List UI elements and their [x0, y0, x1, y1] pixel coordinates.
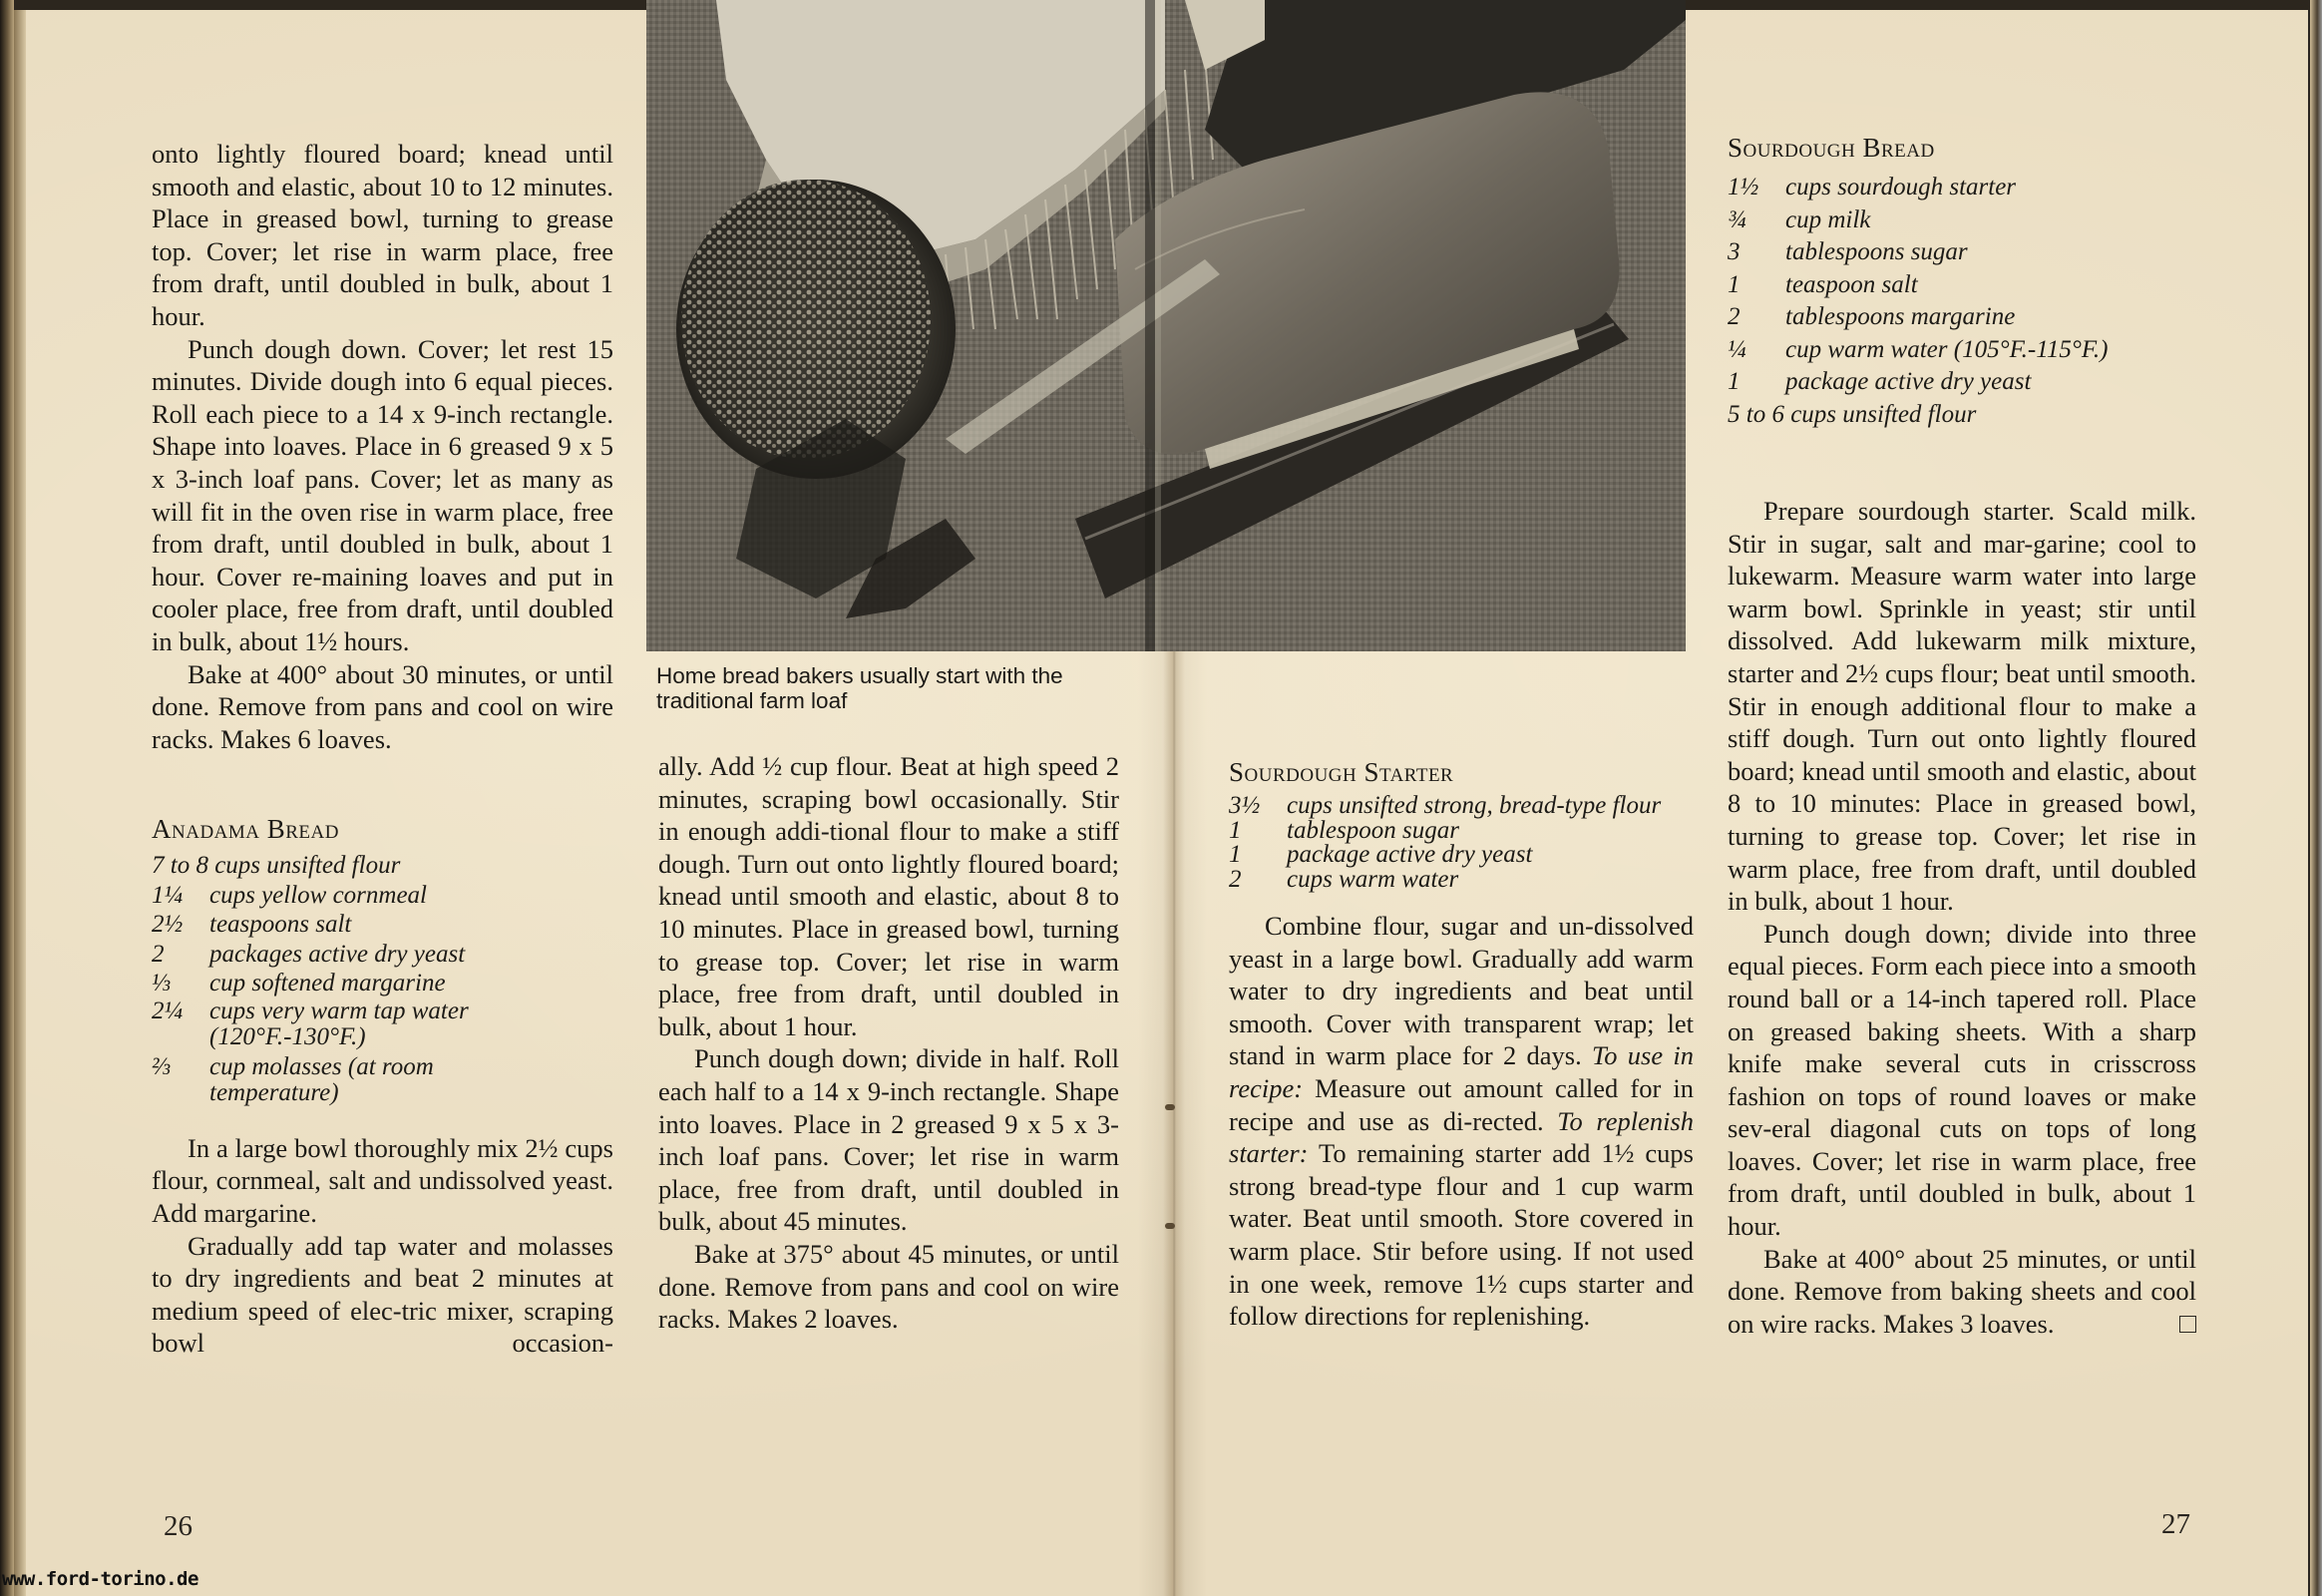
- staple-icon: [1165, 1223, 1175, 1229]
- watermark: www.ford-torino.de: [2, 1568, 198, 1590]
- photo-caption: Home bread bakers usually start with the traditional farm loaf: [656, 663, 1063, 713]
- starter-directions-part-1: Combine flour, sugar and un-dissolved yeast in a large bowl. Gradually add warm water to dry ingredients and beat until smooth. Cover with transparent wrap; let stand in warm place for 2 days.: [1229, 911, 1694, 1071]
- ingredient-item: 5 to 6 cups unsifted flour: [1728, 400, 1977, 428]
- ingredient-item: 1¼ cups yellow cornmeal: [152, 881, 428, 909]
- paragraph: [1728, 1243, 2196, 1341]
- paragraph: Punch dough down; divide in half. Roll each half to a 14 x 9-inch rectangle. Shape into loaves. Place in 2 greased 9 x 5 x 3-inch loaf pans. Cover; let rise in warm place, free from draft, until doubled in bulk, about 45 minutes.: [658, 1043, 1119, 1237]
- starter-directions-part-3: To remaining starter add 1½ cups strong bread-type flour and 1 cup warm water. Beat until smooth. Store covered in warm place. Stir before using. If not used in one week, remove 1½ cups starter and follow directions for replenishing.: [1229, 1138, 1694, 1332]
- square-end-mark-icon: [2179, 1316, 2196, 1333]
- ingredient-item: 1 teaspoon salt: [1728, 270, 1918, 298]
- paragraph: Bake at 400° about 30 minutes, or until done. Remove from pans and cool on wire racks. Makes 6 loaves.: [152, 658, 613, 754]
- book-cover-edge-right: [2310, 0, 2322, 1596]
- page-stack-edge-left: [14, 10, 26, 1596]
- paragraph: Gradually add tap water and molasses to dry ingredients and beat 2 minutes at medium speed of elec-tric mixer, scraping bowl occasion-: [152, 1230, 613, 1359]
- left-page-column-2: [658, 750, 1119, 1336]
- ingredient-item: 2¼ cups very warm tap water (120°F.-130°F.): [152, 997, 469, 1050]
- ingredient-item: 1 tablespoon sugar: [1229, 816, 1459, 844]
- left-page-column-1: [152, 138, 613, 1360]
- paragraph: ally. Add ½ cup flour. Beat at high speed 2 minutes, scraping bowl occasionally. Stir in enough addi-tional flour to make a stiff dough. Turn out onto lightly floured board; knead until smooth and elastic, about 8 to 10 minutes. Place in greased bowl, turning to grease top. Cover; let rise in warm place, free from draft, until doubled in bulk, about 1 hour.: [658, 751, 1119, 1041]
- ingredient-item: 2 packages active dry yeast: [152, 940, 466, 968]
- paragraph: Punch dough down. Cover; let rest 15 minutes. Divide dough into 6 equal pieces. Roll each piece to a 14 x 9-inch rectangle. Shape into loaves. Place in 6 greased 9 x 5 x 3-inch loaf pans. Cover; let as many as will fit in the oven rise in warm place, free from draft, until doubled in bulk, about 1 hour. Cover re-maining loaves and put in cooler place, free from draft, until doubled in bulk, about 1½ hours.: [152, 333, 613, 656]
- right-page-column-1: [1229, 756, 1694, 1333]
- ingredient-list: [1229, 794, 1694, 892]
- recipe-title-anadama-bread: Anadama Bread: [152, 814, 339, 845]
- recipe-title-sourdough-bread: Sourdough Bread: [1728, 133, 1935, 163]
- paragraph: Prepare sourdough starter. Scald milk. Stir in sugar, salt and mar-garine; cool to lukewarm. Measure warm water into large warm bowl. Sprinkle in yeast; stir until dissolved. Add lukewarm milk mixture, starter and 2½ cups flour; beat until smooth. Stir in enough additional flour to make a stiff dough. Turn out onto lightly floured board; knead until smooth and elastic, about 8 to 10 minutes: Place in greased bowl, turning to grease top. Cover; let rise in warm place, free from draft, until doubled in bulk, about 1 hour.: [1728, 496, 2196, 917]
- ingredient-item: 3½ cups unsifted strong, bread-type flour: [1229, 792, 1662, 819]
- page-number-right: 27: [2161, 1508, 2190, 1540]
- ingredient-item: 1½ cups sourdough starter: [1728, 174, 2017, 200]
- ingredient-item: ⅓ cup softened margarine: [152, 970, 446, 998]
- paragraph: Punch dough down; divide into three equal pieces. Form each piece into a smooth round ball or a 14-inch tapered roll. Place on greased baking sheets. With a sharp knife make several cuts in crisscross fashion on tops of round loaves or make sev-eral diagonal cuts on tops of long loaves. Cover; let rise in warm place, free from draft, until doubled in bulk, about 1 hour.: [1728, 918, 2196, 1242]
- ingredient-item: 7 to 8 cups unsifted flour: [152, 852, 401, 880]
- paragraph: Bake at 375° about 45 minutes, or until done. Remove from pans and cool on wire racks. Makes 2 loaves.: [658, 1238, 1119, 1335]
- paragraph: onto lightly floured board; knead until smooth and elastic, about 10 to 12 minutes. Place in greased bowl, turning to grease top. Cover; let rise in warm place, free from draft, until doubled in bulk, about 1 hour.: [152, 139, 613, 331]
- use-in-recipe-label: To use in recipe:: [1229, 1040, 1695, 1103]
- recipe-title-sourdough-starter: Sourdough Starter: [1229, 757, 1454, 787]
- ingredient-list: [1728, 172, 2196, 431]
- ingredient-item: ⅔ cup molasses (at room temperature): [152, 1052, 434, 1106]
- replenish-starter-label: To replenish starter:: [1229, 1105, 1695, 1169]
- ingredient-item: 2 cups warm water: [1229, 865, 1459, 893]
- bread-photo: [646, 0, 1686, 651]
- ingredient-item: ¼ cup warm water (105°F.-115°F.): [1728, 335, 2109, 363]
- paragraph: [1229, 910, 1694, 1333]
- page-number-left: 26: [164, 1510, 193, 1542]
- bake-instructions: Bake at 400° about 25 minutes, or until done. Remove from baking sheets and cool on wire racks. Makes 3 loaves.: [1728, 1243, 2196, 1339]
- ingredient-list: [152, 851, 613, 1106]
- ingredient-item: 1 package active dry yeast: [1728, 368, 2032, 395]
- farm-loaf-photo: [646, 0, 1686, 651]
- ingredient-item: 2 tablespoons margarine: [1728, 303, 2016, 330]
- book-cover-edge-left: [0, 0, 14, 1596]
- staple-icon: [1165, 1104, 1175, 1110]
- paragraph: In a large bowl thoroughly mix 2½ cups flour, cornmeal, salt and undissolved yeast. Add margarine.: [152, 1132, 613, 1228]
- starter-directions-part-2: Measure out amount called for in recipe and use as di-rected.: [1229, 1072, 1695, 1136]
- ingredient-item: 3 tablespoons sugar: [1728, 238, 1968, 265]
- right-page-column-2: [1728, 132, 2196, 1340]
- ingredient-item: 1 package active dry yeast: [1229, 841, 1533, 868]
- ingredient-item: ¾ cup milk: [1728, 205, 1871, 233]
- ingredient-item: 2½ teaspoons salt: [152, 911, 352, 939]
